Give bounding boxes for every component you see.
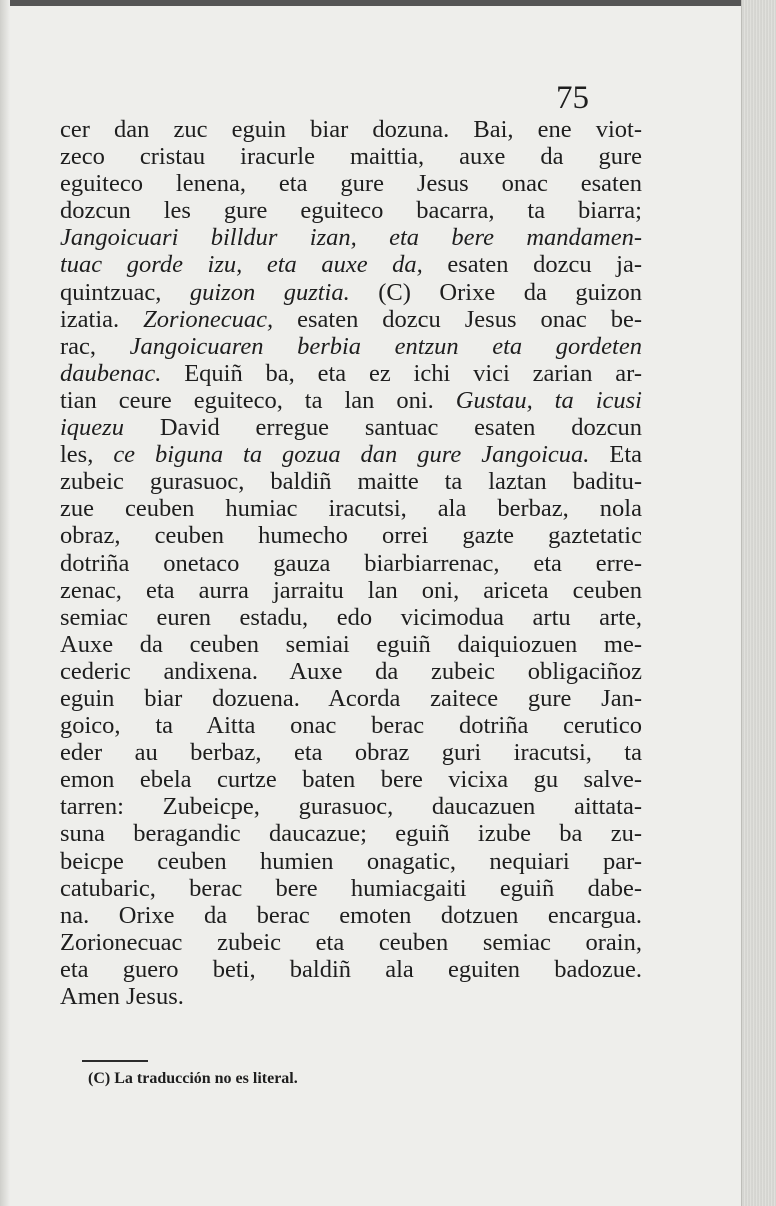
text-run: David erregue santuac esaten dozcun bbox=[123, 414, 642, 442]
text-line bbox=[60, 712, 642, 739]
text-run: eder au berbaz, eta obraz guri iracutsi, ta bbox=[60, 739, 642, 767]
text-run: (C) Orixe da guizon bbox=[349, 278, 642, 306]
italic-run: guizon guztia. bbox=[189, 278, 350, 306]
italic-run: Gustau, ta icusi bbox=[455, 386, 642, 414]
text-line bbox=[60, 170, 642, 197]
text-run: esaten dozcu ja- bbox=[422, 251, 642, 279]
text-line bbox=[60, 306, 642, 333]
text-line bbox=[60, 251, 642, 278]
text-run: dotriña onetaco gauza biarbiarrenac, eta erre- bbox=[60, 549, 642, 577]
italic-run: iquezu bbox=[60, 414, 124, 442]
text-run: eguin biar dozuena. Acorda zaitece gure Jan- bbox=[60, 684, 642, 712]
text-line bbox=[60, 875, 642, 902]
text-line bbox=[60, 658, 642, 685]
text-line bbox=[60, 550, 642, 577]
text-run: semiac euren estadu, edo vicimodua artu arte, bbox=[60, 603, 642, 631]
text-run: zubeic gurasuoc, baldiñ maitte ta laztan baditu- bbox=[60, 468, 642, 496]
text-line bbox=[60, 143, 642, 170]
page-edge-stack bbox=[741, 0, 776, 1206]
text-line bbox=[60, 983, 642, 1010]
text-line bbox=[60, 279, 642, 306]
text-run: catubaric, berac bere humiacgaiti eguiñ dabe- bbox=[60, 874, 642, 902]
text-line bbox=[60, 441, 642, 468]
footnote-rule bbox=[82, 1060, 148, 1062]
text-line bbox=[60, 929, 642, 956]
text-line bbox=[60, 848, 642, 875]
text-run: Zorionecuac zubeic eta ceuben semiac orain, bbox=[60, 928, 642, 956]
text-run: tian ceure eguiteco, ta lan oni. bbox=[60, 386, 456, 414]
text-line bbox=[60, 495, 642, 522]
text-line bbox=[60, 387, 642, 414]
text-run: zeco cristau iracurle maittia, auxe da gure bbox=[60, 143, 642, 171]
text-run: les, bbox=[60, 441, 114, 469]
text-run: emon ebela curtze baten bere vicixa gu salve- bbox=[60, 766, 642, 794]
body-text bbox=[60, 116, 642, 1010]
text-run: Auxe da ceuben semiai eguiñ daiquiozuen me- bbox=[60, 630, 642, 658]
text-run: esaten dozcu Jesus onac be- bbox=[273, 305, 642, 333]
text-line bbox=[60, 577, 642, 604]
text-run: zue ceuben humiac iracutsi, ala berbaz, nola bbox=[60, 495, 642, 523]
text-line bbox=[60, 414, 642, 441]
text-line bbox=[60, 820, 642, 847]
italic-run: Jangoicuari billdur izan, eta bere mandamen- bbox=[60, 224, 642, 252]
text-run: eguiteco lenena, eta gure Jesus onac esaten bbox=[60, 170, 642, 198]
text-line bbox=[60, 197, 642, 224]
text-run: Eta bbox=[589, 441, 643, 469]
text-run: zenac, eta aurra jarraitu lan oni, ariceta ceuben bbox=[60, 576, 642, 604]
text-run: dozcun les gure eguiteco bacarra, ta biarra; bbox=[60, 197, 642, 225]
text-run: quintzuac, bbox=[60, 278, 190, 306]
text-run: cer dan zuc eguin biar dozuna. Bai, ene viot- bbox=[60, 116, 642, 143]
italic-run: Jangoicuaren berbia entzun eta gordeten bbox=[129, 332, 642, 360]
text-line bbox=[60, 902, 642, 929]
page-gutter-shadow bbox=[0, 0, 10, 1206]
text-line bbox=[60, 468, 642, 495]
text-run: goico, ta Aitta onac berac dotriña cerutico bbox=[60, 712, 642, 740]
text-run: Amen Jesus. bbox=[60, 983, 184, 1010]
text-run: suna beragandic daucazue; eguiñ izube ba zu- bbox=[60, 820, 642, 848]
text-line bbox=[60, 956, 642, 983]
text-run: cederic andixena. Auxe da zubeic obligaciñoz bbox=[60, 657, 642, 685]
text-line bbox=[60, 116, 642, 143]
text-run: obraz, ceuben humecho orrei gazte gaztetatic bbox=[60, 522, 642, 550]
text-run: tarren: Zubeicpe, gurasuoc, daucazuen aittata- bbox=[60, 793, 642, 821]
text-run: eta guero beti, baldiñ ala eguiten badozue. bbox=[60, 955, 642, 983]
text-line bbox=[60, 739, 642, 766]
text-line bbox=[60, 224, 642, 251]
text-line bbox=[60, 631, 642, 658]
text-line bbox=[60, 360, 642, 387]
text-run: izatia. bbox=[60, 305, 144, 333]
text-line bbox=[60, 604, 642, 631]
text-run: rac, bbox=[60, 332, 130, 360]
page-top-edge bbox=[0, 0, 776, 6]
italic-run: daubenac. bbox=[60, 359, 162, 387]
footnote: (C) La traducción no es literal. bbox=[88, 1070, 298, 1087]
italic-run: Zorionecuac, bbox=[143, 305, 274, 333]
page-number: 75 bbox=[556, 80, 589, 116]
text-line bbox=[60, 793, 642, 820]
text-line bbox=[60, 685, 642, 712]
text-line bbox=[60, 766, 642, 793]
text-run: na. Orixe da berac emoten dotzuen encargua. bbox=[60, 901, 642, 929]
text-run: Equiñ ba, eta ez ichi vici zarian ar- bbox=[161, 359, 642, 387]
italic-run: tuac gorde izu, eta auxe da, bbox=[60, 251, 423, 279]
text-line bbox=[60, 522, 642, 549]
text-line bbox=[60, 333, 642, 360]
italic-run: ce biguna ta gozua dan gure Jangoicua. bbox=[113, 441, 590, 469]
text-run: beicpe ceuben humien onagatic, nequiari par- bbox=[60, 847, 642, 875]
